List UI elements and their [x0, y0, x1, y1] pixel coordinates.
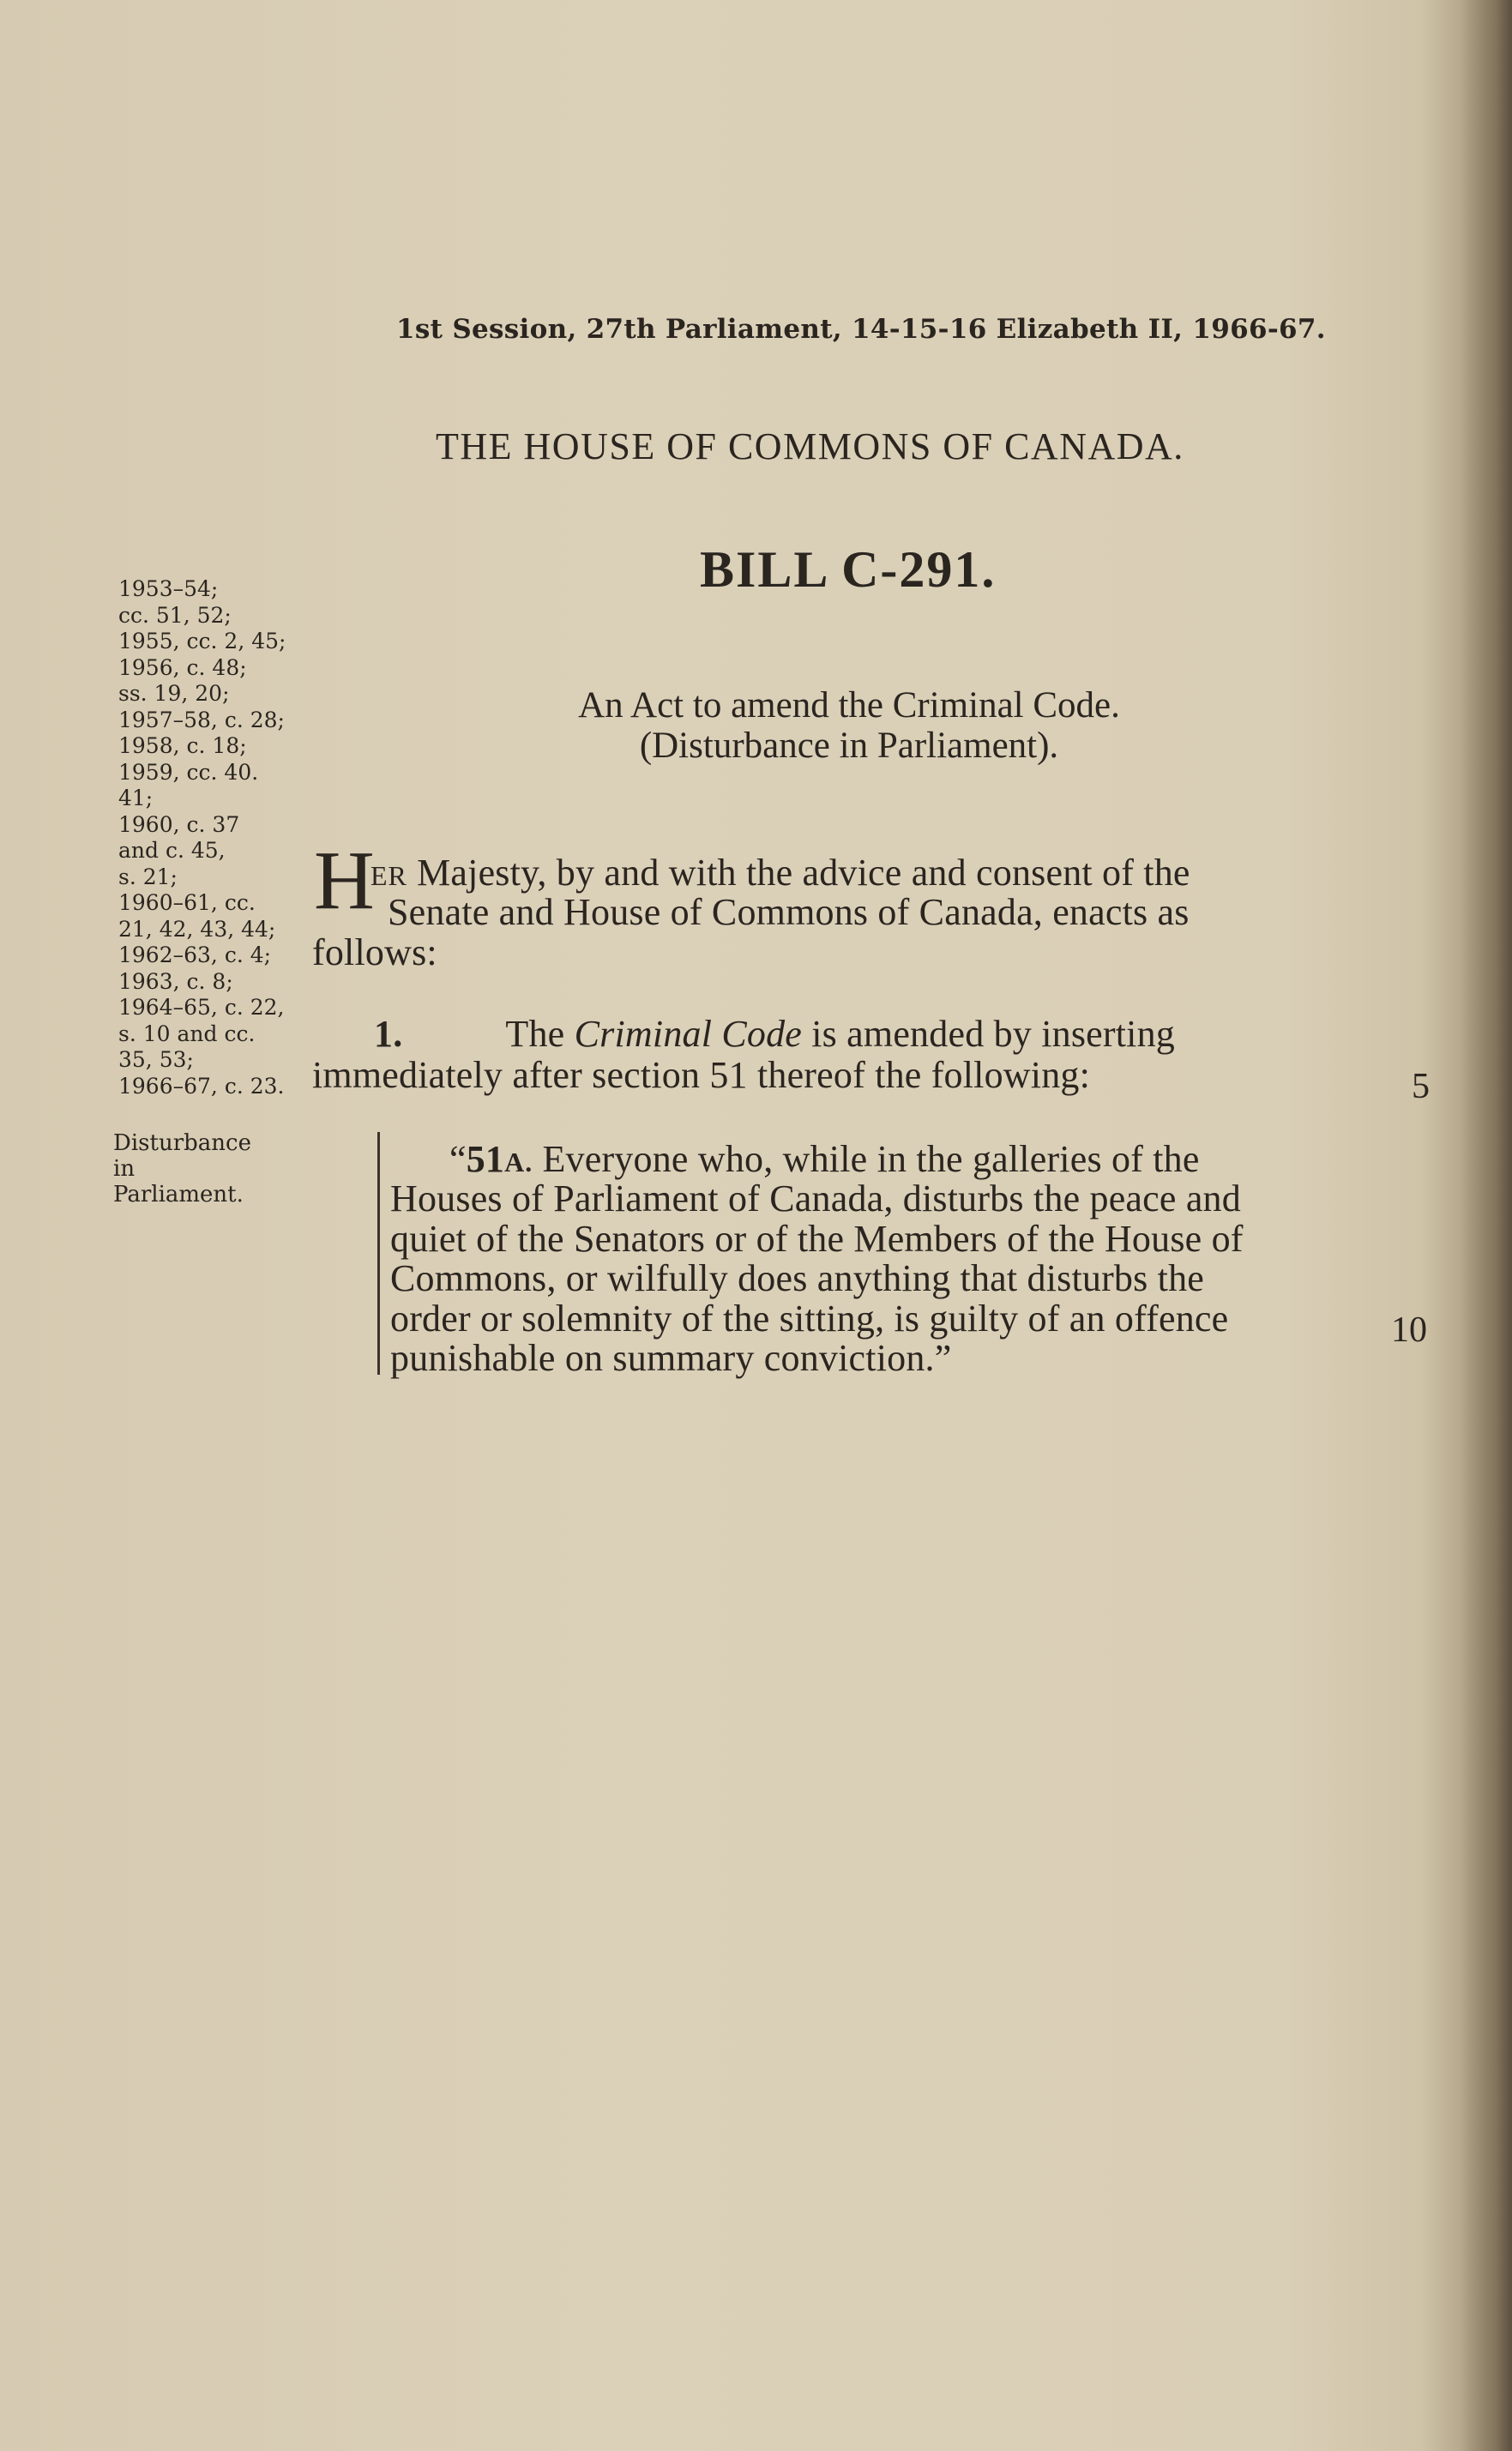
- heading-line: in: [113, 1156, 136, 1182]
- citation-line: 1959, cc. 40.: [118, 759, 259, 785]
- citation-line: 1960–61, cc.: [118, 890, 256, 915]
- citation-line: s. 21;: [118, 864, 178, 889]
- section-number: 1.: [374, 1013, 403, 1055]
- marginal-heading: [113, 1130, 302, 1207]
- enacting-line-3: follows:: [312, 931, 437, 973]
- quoted-line-3: quiet of the Senators or of the Members of the House of: [390, 1218, 1244, 1260]
- section-text: is amended by inserting: [802, 1013, 1175, 1055]
- new-section-number: 51: [466, 1138, 505, 1180]
- bill-number: BILL C-291.: [700, 541, 997, 598]
- quoted-line-1: [449, 1137, 1200, 1181]
- citation-line: ss. 19, 20;: [118, 681, 230, 706]
- citation-line: 1956, c. 48;: [118, 654, 247, 680]
- citation-line: 35, 53;: [118, 1047, 194, 1072]
- citation-line: 1964–65, c. 22,: [118, 995, 285, 1020]
- amendment-rule: [377, 1132, 380, 1375]
- section-text: The: [505, 1013, 575, 1055]
- small-caps-text: ER: [370, 860, 407, 891]
- enacting-line-2: Senate and House of Commons of Canada, enacts as: [388, 891, 1190, 933]
- citation-line: 21, 42, 43, 44;: [118, 916, 276, 942]
- citation-line: 41;: [118, 786, 154, 810]
- enacting-line-1: [370, 851, 1382, 894]
- new-section-suffix: A.: [504, 1147, 533, 1177]
- quoted-line-4: Commons, or wilfully does anything that disturbs the: [390, 1257, 1205, 1299]
- quoted-text: Everyone who, while in the galleries of the: [533, 1138, 1200, 1180]
- citation-line: 1957–58, c. 28;: [118, 707, 285, 732]
- heading-line: Parliament.: [113, 1182, 244, 1207]
- heading-line: Disturbance: [113, 1130, 251, 1156]
- statute-name: Criminal Code: [574, 1013, 803, 1055]
- statute-citations: [118, 576, 307, 1099]
- line-number-10: 10: [1391, 1310, 1427, 1350]
- citation-line: s. 10 and cc.: [118, 1021, 256, 1046]
- quoted-line-2: Houses of Parliament of Canada, disturbs the peace and: [390, 1177, 1241, 1219]
- citation-line: cc. 51, 52;: [118, 602, 232, 628]
- act-subtitle: (Disturbance in Parliament).: [639, 726, 1059, 766]
- citation-line: 1962–63, c. 4;: [118, 942, 272, 967]
- citation-line: and c. 45,: [118, 838, 226, 863]
- session-header: 1st Session, 27th Parliament, 14-15-16 Elizabeth II, 1966-67.: [396, 314, 1326, 345]
- line-number-5: 5: [1412, 1067, 1430, 1106]
- section-1-line-2: immediately after section 51 thereof the following:: [312, 1054, 1091, 1096]
- citation-line: 1955, cc. 2, 45;: [118, 629, 286, 653]
- section-1-line-1: [374, 1012, 1382, 1056]
- open-quote: “: [449, 1138, 467, 1180]
- house-header: THE HOUSE OF COMMONS OF CANADA.: [436, 425, 1184, 467]
- citation-line: 1963, c. 8;: [118, 968, 233, 994]
- enacting-text: Majesty, by and with the advice and consent of the: [407, 852, 1190, 894]
- drop-cap: H: [314, 834, 375, 927]
- citation-line: 1960, c. 37: [118, 811, 240, 837]
- act-title: An Act to amend the Criminal Code.: [578, 685, 1120, 726]
- quoted-line-5: order or solemnity of the sitting, is guilty of an offence: [390, 1298, 1229, 1340]
- citation-line: 1958, c. 18;: [118, 733, 247, 758]
- citation-line: 1953–54;: [118, 576, 219, 601]
- page-edge-shadow: [1461, 0, 1512, 2451]
- citation-line: 1966–67, c. 23.: [118, 1073, 285, 1099]
- quoted-line-6: punishable on summary conviction.”: [390, 1337, 952, 1379]
